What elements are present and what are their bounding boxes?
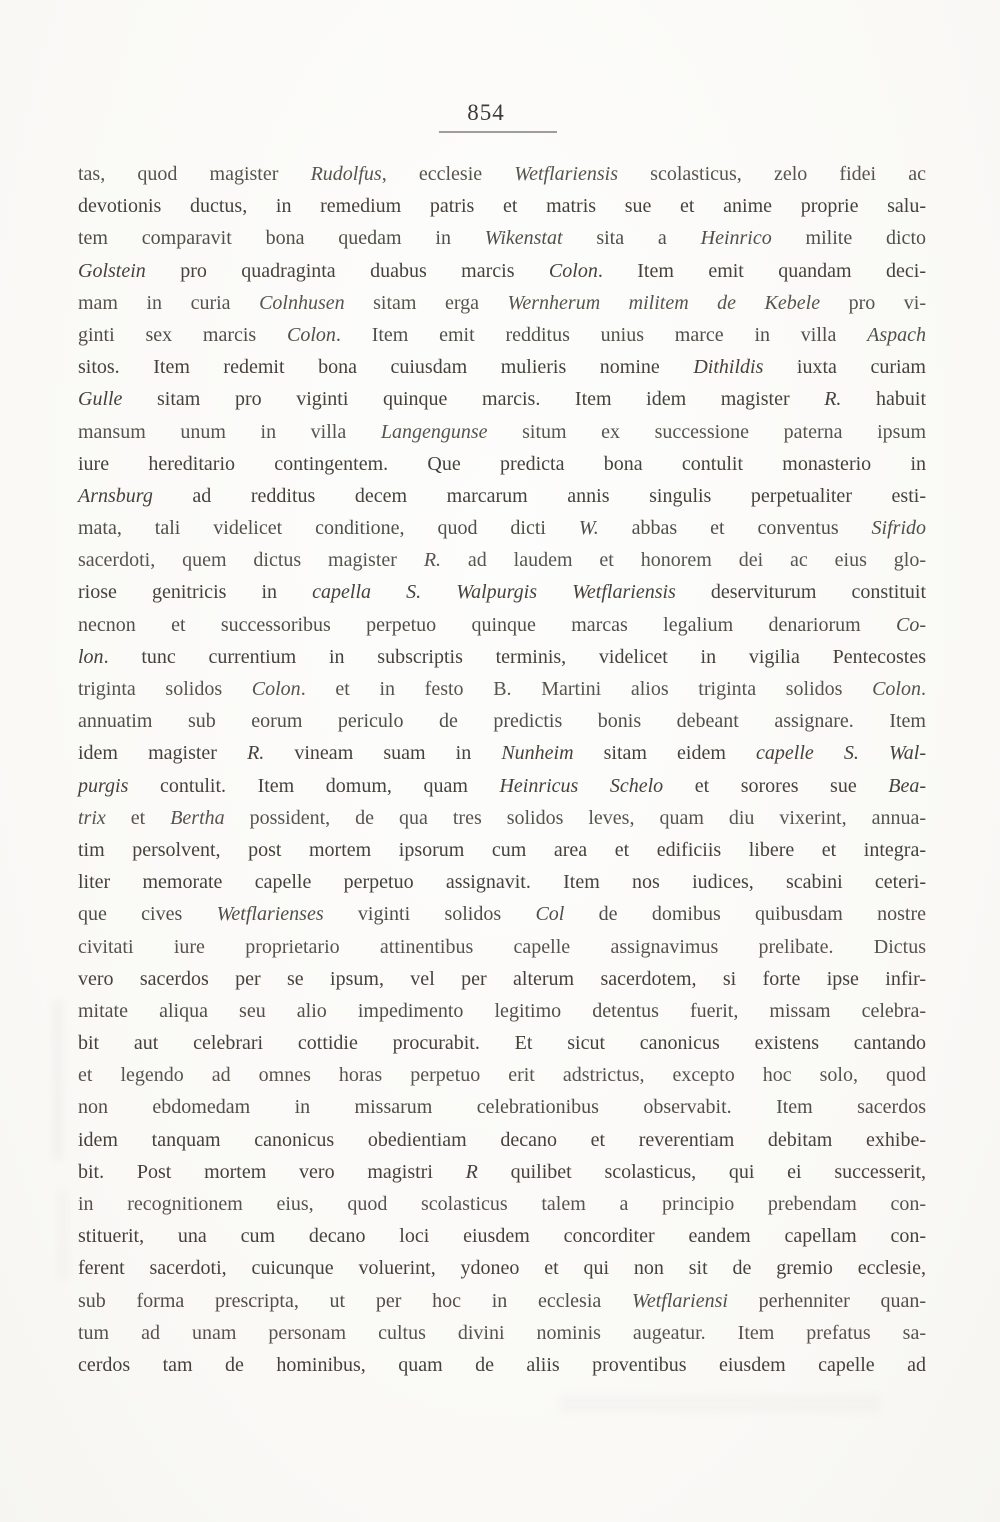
italic-text-segment: lon xyxy=(78,645,104,668)
text-line xyxy=(78,1156,926,1188)
text-segment: de domibus quibusdam nostre xyxy=(564,903,926,926)
text-line xyxy=(78,737,926,769)
text-segment: situm ex successione paterna ipsum xyxy=(487,420,926,443)
italic-text-segment: Wikenstat xyxy=(484,227,563,250)
text-line xyxy=(78,383,926,415)
text-segment: ferent sacerdoti, cuicunque voluerint, ydoneo et qui non sit de gremio ecclesie, xyxy=(78,1257,926,1280)
text-line xyxy=(78,255,926,287)
text-segment: sacerdoti, quem dictus magister xyxy=(78,549,424,572)
text-segment: . xyxy=(921,678,926,700)
text-segment: possident, de qua tres solidos leves, quam diu vixerint, annua- xyxy=(224,806,927,829)
text-segment: iure hereditario contingentem. Que predicta bona contulit monasterio in xyxy=(78,452,926,475)
text-segment: idem tanquam canonicus obedientiam decano et reverentiam debitam exhibe- xyxy=(78,1128,926,1151)
text-line xyxy=(78,1252,926,1284)
italic-text-segment: R xyxy=(465,1160,478,1183)
text-segment: et xyxy=(105,806,171,829)
text-segment: , ecclesie xyxy=(381,163,515,185)
text-segment: triginta solidos xyxy=(78,678,252,700)
scan-smudge xyxy=(560,1395,880,1413)
text-line xyxy=(78,770,926,802)
text-line xyxy=(78,1285,926,1317)
italic-text-segment: Heinrico xyxy=(700,227,772,250)
text-line xyxy=(78,287,926,319)
text-line xyxy=(78,995,926,1027)
italic-text-segment: Sifrido xyxy=(871,517,926,540)
text-segment: tim persolvent, post mortem ipsorum cum area et edificiis libere et integra- xyxy=(78,838,926,861)
italic-text-segment: Colon xyxy=(251,678,301,700)
text-line xyxy=(78,963,926,995)
text-segment: et sorores sue xyxy=(663,774,889,797)
italic-text-segment: Wetflarienses xyxy=(216,903,324,926)
text-line xyxy=(78,866,926,898)
text-segment: pro quadraginta duabus marcis xyxy=(145,259,549,282)
text-line xyxy=(78,158,926,190)
text-segment: . et in festo B. Martini alios triginta solidos xyxy=(300,678,873,700)
text-segment: mam in curia xyxy=(78,291,260,314)
italic-text-segment: Colon xyxy=(872,678,921,700)
text-line xyxy=(78,544,926,576)
text-segment: devotionis ductus, in remedium patris et matris sue et anime proprie salu- xyxy=(78,195,926,218)
text-line xyxy=(78,1027,926,1059)
text-line xyxy=(78,512,926,544)
text-segment: mansum unum in villa xyxy=(78,420,381,443)
italic-text-segment: Arnsburg xyxy=(78,484,153,507)
text-line xyxy=(78,834,926,866)
text-line xyxy=(78,222,926,254)
text-line xyxy=(78,480,926,512)
text-segment: bit. Post mortem vero magistri xyxy=(78,1160,466,1183)
italic-text-segment: Colon xyxy=(287,323,336,346)
text-segment: liter memorate capelle perpetuo assignavit. Item nos iudices, scabini ceteri- xyxy=(78,871,926,894)
italic-text-segment: Aspach xyxy=(867,323,927,346)
text-segment: ad laudem et honorem dei ac eius glo- xyxy=(441,549,926,572)
italic-text-segment: R. xyxy=(824,388,842,411)
text-segment: annuatim sub eorum periculo de predictis bonis debeant assignare. Item xyxy=(78,710,926,733)
text-segment: civitati iure proprietario attinentibus capelle assignavimus prelibate. Dictus xyxy=(78,935,926,958)
italic-text-segment: Bea- xyxy=(888,774,927,797)
text-segment: . Item emit quandam deci- xyxy=(597,259,926,282)
text-line xyxy=(78,576,926,608)
italic-text-segment: Langengunse xyxy=(380,420,488,443)
italic-text-segment: Bertha xyxy=(170,806,225,829)
text-segment: ad redditus decem marcarum annis singulis perpetualiter esti- xyxy=(152,484,926,507)
text-line xyxy=(78,641,926,673)
text-line xyxy=(78,931,926,963)
text-segment: mitate aliqua seu alio impedimento legitimo detentus fuerit, missam celebra- xyxy=(78,999,926,1022)
text-segment: idem magister xyxy=(78,742,248,765)
text-segment: sitos. Item redemit bona cuiusdam mulieris nomine xyxy=(78,356,694,379)
italic-text-segment: W. xyxy=(578,517,599,540)
italic-text-segment: R. xyxy=(423,549,442,572)
text-line xyxy=(78,705,926,737)
text-line xyxy=(78,1124,926,1156)
italic-text-segment: Col xyxy=(535,903,565,926)
text-line xyxy=(78,416,926,448)
italic-text-segment: Wetflariensi xyxy=(632,1289,728,1312)
text-line xyxy=(78,898,926,930)
text-segment: sitam erga xyxy=(344,291,508,314)
text-segment: abbas et conventus xyxy=(598,517,872,540)
text-segment: . Item emit redditus unius marce in villa xyxy=(335,323,868,346)
text-segment: que cives xyxy=(78,903,217,926)
scan-smudge xyxy=(52,1000,64,1160)
italic-text-segment: Colon xyxy=(548,259,598,282)
text-segment: in recognitionem eius, quod scolasticus talem a principio prebendam con- xyxy=(78,1193,926,1215)
text-segment: sitam eidem xyxy=(573,742,757,765)
page-text-block xyxy=(78,158,926,1381)
text-line xyxy=(78,1188,926,1220)
italic-text-segment: Gulle xyxy=(78,388,123,411)
text-segment: sita a xyxy=(562,227,701,250)
text-line xyxy=(78,673,926,705)
text-segment: iuxta curiam xyxy=(763,356,926,379)
italic-text-segment: capelle S. Wal- xyxy=(756,742,927,765)
text-segment: habuit xyxy=(841,388,926,411)
italic-text-segment: Wetflariensis xyxy=(514,163,618,185)
italic-text-segment: purgis xyxy=(78,774,129,797)
text-line xyxy=(78,1091,926,1123)
text-segment: bit aut celebrari cottidie procurabit. Et sicut canonicus existens cantando xyxy=(78,1032,926,1055)
text-segment: milite dicto xyxy=(771,227,926,250)
italic-text-segment: Wernherum militem de Kebele xyxy=(507,291,821,314)
text-segment: deserviturum constituit xyxy=(675,581,927,604)
text-segment: non ebdomedam in missarum celebrationibus observabit. Item sacerdos xyxy=(78,1096,926,1119)
text-line xyxy=(78,1220,926,1252)
text-line xyxy=(78,190,926,222)
italic-text-segment: Heinricus Schelo xyxy=(499,774,664,797)
text-segment: viginti solidos xyxy=(323,903,536,926)
italic-text-segment: trix xyxy=(78,806,106,829)
text-segment: mata, tali videlicet conditione, quod dicti xyxy=(78,517,579,540)
text-segment: stituerit, una cum decano loci eiusdem concorditer eandem capellam con- xyxy=(78,1225,926,1248)
text-segment: et legendo ad omnes horas perpetuo erit adstrictus, excepto hoc solo, quod xyxy=(78,1064,926,1087)
text-line xyxy=(78,1059,926,1091)
text-line xyxy=(78,448,926,480)
page-number: 854 xyxy=(467,100,505,125)
text-segment: pro vi- xyxy=(820,291,926,314)
text-line xyxy=(78,351,926,383)
text-line xyxy=(78,802,926,834)
text-segment: quilibet scolasticus, qui ei successerit, xyxy=(477,1160,927,1183)
text-segment: sitam pro viginti quinque marcis. Item idem magister xyxy=(122,388,825,411)
text-segment: . tunc currentium in subscriptis terminis, videlicet in vigilia Pentecostes xyxy=(103,645,926,668)
text-segment: vineam suam in xyxy=(264,742,502,765)
text-segment: ginti sex marcis xyxy=(78,323,287,346)
text-segment: scolasticus, zelo fidei ac xyxy=(618,163,926,185)
italic-text-segment: Rudolfus xyxy=(310,163,382,185)
text-segment: tum ad unam personam cultus divini nominis augeatur. Item prefatus sa- xyxy=(78,1321,926,1344)
text-segment: vero sacerdos per se ipsum, vel per alterum sacerdotem, si forte ipse infir- xyxy=(78,967,926,990)
text-line xyxy=(78,609,926,641)
italic-text-segment: Colnhusen xyxy=(259,291,345,314)
text-segment: contulit. Item domum, quam xyxy=(128,774,500,797)
italic-text-segment: capella S. Walpurgis Wetflariensis xyxy=(312,581,676,604)
italic-text-segment: Nunheim xyxy=(501,742,574,765)
text-segment: cerdos tam de hominibus, quam de aliis proventibus eiusdem capelle ad xyxy=(78,1353,926,1376)
italic-text-segment: Co- xyxy=(896,613,926,636)
page-header xyxy=(0,100,1000,133)
text-line xyxy=(78,319,926,351)
text-segment: tas, quod magister xyxy=(78,163,311,185)
page-number-rule xyxy=(439,131,557,133)
text-segment: riose genitricis in xyxy=(78,581,313,604)
text-segment: sub forma prescripta, ut per hoc in ecclesia xyxy=(78,1289,632,1312)
italic-text-segment: Golstein xyxy=(78,259,146,282)
text-line xyxy=(78,1317,926,1349)
text-segment: tem comparavit bona quedam in xyxy=(78,227,485,250)
italic-text-segment: Dithildis xyxy=(693,356,764,379)
text-line xyxy=(78,1349,926,1381)
italic-text-segment: R. xyxy=(247,742,265,765)
text-segment: necnon et successoribus perpetuo quinque marcas legalium denariorum xyxy=(78,613,896,636)
scan-smudge xyxy=(58,1190,68,1280)
text-segment: perhenniter quan- xyxy=(727,1289,926,1312)
